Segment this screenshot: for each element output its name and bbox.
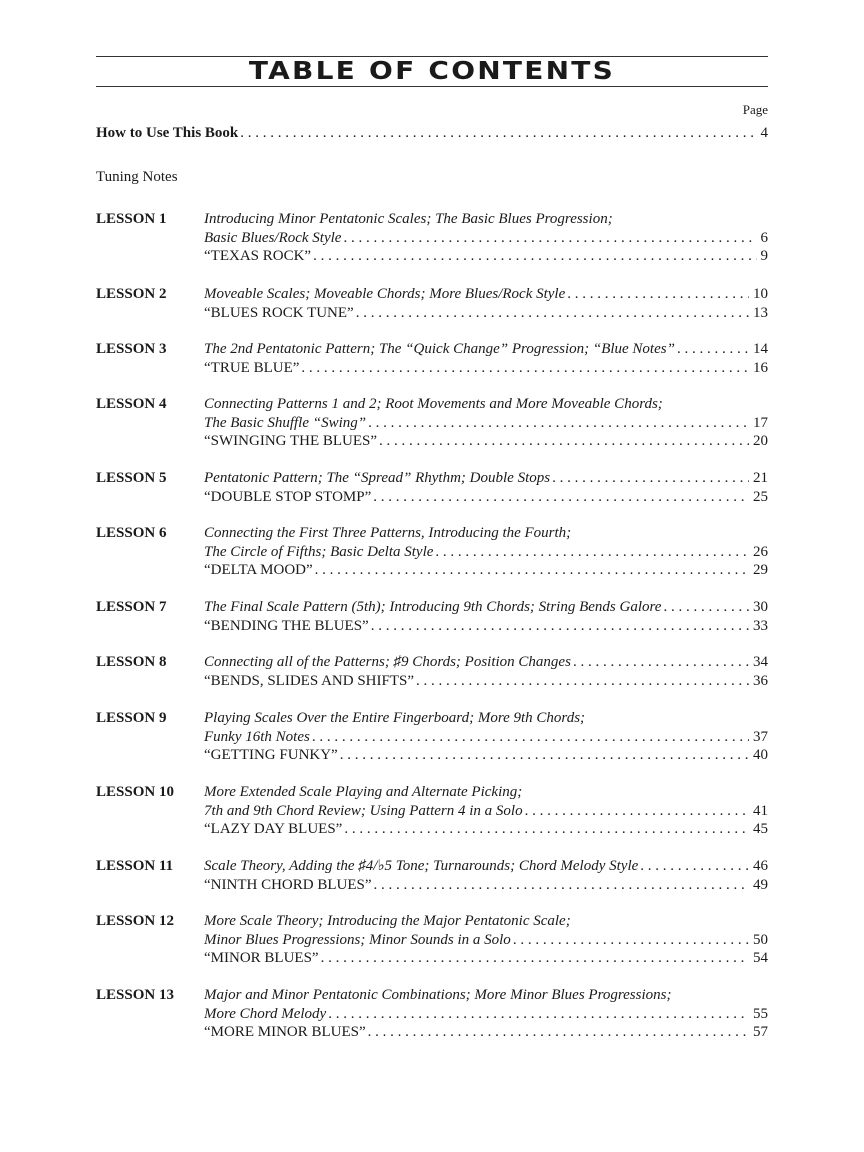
toc-entry-title: How to Use This Book xyxy=(96,125,239,141)
tuning-notes[interactable]: Tuning Notes xyxy=(96,169,178,185)
dot-leader xyxy=(368,414,749,433)
toc-entry[interactable] xyxy=(204,247,768,266)
toc-entry-page: 21 xyxy=(753,470,768,486)
page-column-header: Page xyxy=(742,102,768,117)
toc-entry-page: 33 xyxy=(753,617,768,634)
toc-entry-title: The Basic Shuffle “Swing” xyxy=(204,414,367,431)
lesson-label: LESSON 12 xyxy=(96,913,174,929)
toc-entry-title: Connecting Patterns 1 and 2; Root Movements and More Moveable Chords; xyxy=(204,396,663,412)
toc-entry-page: 6 xyxy=(760,229,768,246)
lesson-entries xyxy=(204,340,768,377)
toc-entry-continued xyxy=(204,210,768,229)
lesson-label: LESSON 7 xyxy=(96,599,167,615)
toc-entry-continued xyxy=(204,783,768,802)
dot-leader xyxy=(344,820,749,839)
toc-entry[interactable] xyxy=(204,617,768,636)
toc-entry-page: 55 xyxy=(753,1005,768,1022)
toc-entry-title: Funky 16th Notes xyxy=(204,728,310,745)
toc-entry-page: 50 xyxy=(753,931,768,948)
toc-entry-continued xyxy=(204,524,768,543)
toc-entry-page: 37 xyxy=(753,728,768,745)
toc-entry-how-to[interactable] xyxy=(96,124,768,143)
toc-entry-page: 45 xyxy=(753,821,768,837)
toc-entry-page: 34 xyxy=(753,654,768,670)
lesson-label: LESSON 1 xyxy=(96,211,167,227)
lesson-entries xyxy=(204,986,768,1042)
dot-leader xyxy=(663,598,749,617)
toc-entry-page: 30 xyxy=(753,599,768,615)
dot-leader xyxy=(573,653,749,672)
toc-entry[interactable] xyxy=(204,931,768,950)
dot-leader xyxy=(552,469,749,488)
dot-leader xyxy=(301,359,749,378)
toc-entry-page: 4 xyxy=(760,125,768,141)
dot-leader xyxy=(416,672,749,691)
toc-entry[interactable] xyxy=(204,469,768,488)
toc-entry[interactable] xyxy=(204,672,768,691)
toc-entry[interactable] xyxy=(204,340,768,359)
toc-entry-title: “BENDS, SLIDES AND SHIFTS” xyxy=(204,672,415,689)
toc-entry-continued xyxy=(204,912,768,931)
toc-entry-title: The 2nd Pentatonic Pattern; The “Quick Change” Progression; “Blue Notes” xyxy=(204,341,675,357)
dot-leader xyxy=(435,543,749,562)
dot-leader xyxy=(356,304,749,323)
lesson-label: LESSON 3 xyxy=(96,341,167,357)
toc-entry-title: “DELTA MOOD” xyxy=(204,562,313,578)
toc-entry-title: More Scale Theory; Introducing the Major Pentatonic Scale; xyxy=(204,913,571,929)
dot-leader xyxy=(640,857,749,876)
toc-entry[interactable] xyxy=(204,876,768,895)
toc-entry[interactable] xyxy=(204,802,768,821)
toc-entry[interactable] xyxy=(204,857,768,876)
toc-entry-page: 16 xyxy=(753,359,768,376)
toc-entry[interactable] xyxy=(204,304,768,323)
toc-entry-title: “GETTING FUNKY” xyxy=(204,747,338,763)
toc-entry-title: Basic Blues/Rock Style xyxy=(204,229,342,246)
toc-entry-title: Connecting all of the Patterns; ♯9 Chords; Position Changes xyxy=(204,654,571,670)
toc-entry[interactable] xyxy=(204,561,768,580)
toc-entry[interactable] xyxy=(204,285,768,304)
toc-entry[interactable] xyxy=(204,229,768,248)
toc-entry-title: Pentatonic Pattern; The “Spread” Rhythm; Double Stops xyxy=(204,470,551,486)
lesson-entries xyxy=(204,598,768,635)
dot-leader xyxy=(513,931,749,950)
toc-entry-page: 57 xyxy=(753,1024,768,1040)
toc-entry[interactable] xyxy=(204,1005,768,1024)
toc-entry[interactable] xyxy=(204,543,768,562)
toc-entry-page: 29 xyxy=(753,562,768,578)
lesson-entries xyxy=(204,857,768,894)
toc-entry-title: “SWINGING THE BLUES” xyxy=(204,433,378,449)
toc-entry-title: “TRUE BLUE” xyxy=(204,359,300,376)
toc-entry-title: More Chord Melody xyxy=(204,1005,327,1022)
toc-entry-title: Major and Minor Pentatonic Combinations; More Minor Blues Progressions; xyxy=(204,987,672,1003)
toc-entry-page: 46 xyxy=(753,858,768,874)
lesson-label: LESSON 6 xyxy=(96,525,167,541)
toc-entry-title: “BLUES ROCK TUNE” xyxy=(204,304,354,321)
toc-entry-title: 7th and 9th Chord Review; Using Pattern 4 in a Solo xyxy=(204,802,523,819)
toc-entry-title: “MINOR BLUES” xyxy=(204,950,319,966)
toc-entry-page: 49 xyxy=(753,876,768,893)
dot-leader xyxy=(373,488,749,507)
toc-entry[interactable] xyxy=(204,359,768,378)
toc-entry-title: More Extended Scale Playing and Alternate Picking; xyxy=(204,784,523,800)
toc-entry-page: 54 xyxy=(753,950,768,966)
dot-leader xyxy=(371,617,749,636)
dot-leader xyxy=(343,229,756,248)
toc-entry-title: The Final Scale Pattern (5th); Introducing 9th Chords; String Bends Galore xyxy=(204,599,662,615)
lesson-label: LESSON 4 xyxy=(96,396,167,412)
toc-entry[interactable] xyxy=(204,414,768,433)
dot-leader xyxy=(368,1023,749,1042)
lesson-entries xyxy=(204,524,768,580)
toc-entry[interactable] xyxy=(204,432,768,451)
toc-entry-page: 17 xyxy=(753,414,768,431)
toc-entry-title: “DOUBLE STOP STOMP” xyxy=(204,488,372,505)
toc-entry[interactable] xyxy=(204,820,768,839)
toc-entry-title: Minor Blues Progressions; Minor Sounds in a Solo xyxy=(204,931,511,948)
toc-entry-title: The Circle of Fifths; Basic Delta Style xyxy=(204,543,434,560)
toc-entry-continued xyxy=(204,395,768,414)
lesson-entries xyxy=(204,285,768,322)
dot-leader xyxy=(677,340,749,359)
toc-entry[interactable] xyxy=(204,746,768,765)
toc-entry-title: Introducing Minor Pentatonic Scales; The Basic Blues Progression; xyxy=(204,211,613,227)
lesson-entries xyxy=(204,210,768,266)
toc-entry[interactable] xyxy=(204,488,768,507)
toc-entry-page: 26 xyxy=(753,543,768,560)
lesson-entries xyxy=(204,912,768,968)
dot-leader xyxy=(240,124,756,143)
toc-entry-page: 10 xyxy=(753,286,768,302)
lesson-label: LESSON 13 xyxy=(96,987,174,1003)
toc-entry[interactable] xyxy=(204,728,768,747)
toc-entry[interactable] xyxy=(204,1023,768,1042)
toc-entry[interactable] xyxy=(204,653,768,672)
lesson-entries xyxy=(204,395,768,451)
toc-entry[interactable] xyxy=(204,949,768,968)
toc-entry-title: “BENDING THE BLUES” xyxy=(204,617,369,634)
lesson-label: LESSON 5 xyxy=(96,470,167,486)
dot-leader xyxy=(321,949,749,968)
toc-entry-page: 13 xyxy=(753,304,768,321)
dot-leader xyxy=(328,1005,749,1024)
toc-entry-page: 40 xyxy=(753,747,768,763)
toc-entry-title: Connecting the First Three Patterns, Introducing the Fourth; xyxy=(204,525,572,541)
lesson-entries xyxy=(204,469,768,506)
toc-entry-title: “NINTH CHORD BLUES” xyxy=(204,876,372,893)
lesson-label: LESSON 11 xyxy=(96,858,174,874)
title-rule-bottom xyxy=(96,86,768,87)
toc-entry-page: 14 xyxy=(753,341,768,357)
lesson-label: LESSON 10 xyxy=(96,784,174,800)
toc-entry-title: “TEXAS ROCK” xyxy=(204,248,312,264)
lesson-label: LESSON 8 xyxy=(96,654,167,670)
toc-entry-page: 41 xyxy=(753,802,768,819)
toc-entry-title: “LAZY DAY BLUES” xyxy=(204,821,343,837)
lesson-label: LESSON 2 xyxy=(96,286,167,302)
dot-leader xyxy=(340,746,749,765)
toc-entry-page: 9 xyxy=(760,248,768,264)
toc-entry-continued xyxy=(204,986,768,1005)
page-title: TABLE OF CONTENTS xyxy=(248,56,616,85)
toc-entry-page: 25 xyxy=(753,488,768,505)
toc-entry-page: 20 xyxy=(753,433,768,449)
dot-leader xyxy=(373,876,749,895)
toc-entry[interactable] xyxy=(204,598,768,617)
dot-leader xyxy=(525,802,749,821)
lesson-entries xyxy=(204,653,768,690)
toc-entry-title: Moveable Scales; Moveable Chords; More Blues/Rock Style xyxy=(204,286,566,302)
toc-entry-title: Playing Scales Over the Entire Fingerboard; More 9th Chords; xyxy=(204,710,586,726)
toc-entry-title: “MORE MINOR BLUES” xyxy=(204,1024,366,1040)
dot-leader xyxy=(313,247,756,266)
lesson-entries xyxy=(204,783,768,839)
dot-leader xyxy=(379,432,749,451)
dot-leader xyxy=(312,728,749,747)
toc-entry-page: 36 xyxy=(753,672,768,689)
toc-entry-continued xyxy=(204,709,768,728)
lesson-label: LESSON 9 xyxy=(96,710,167,726)
toc-entry-title: Scale Theory, Adding the ♯4/♭5 Tone; Turnarounds; Chord Melody Style xyxy=(204,858,639,874)
dot-leader xyxy=(567,285,749,304)
dot-leader xyxy=(315,561,749,580)
lesson-entries xyxy=(204,709,768,765)
